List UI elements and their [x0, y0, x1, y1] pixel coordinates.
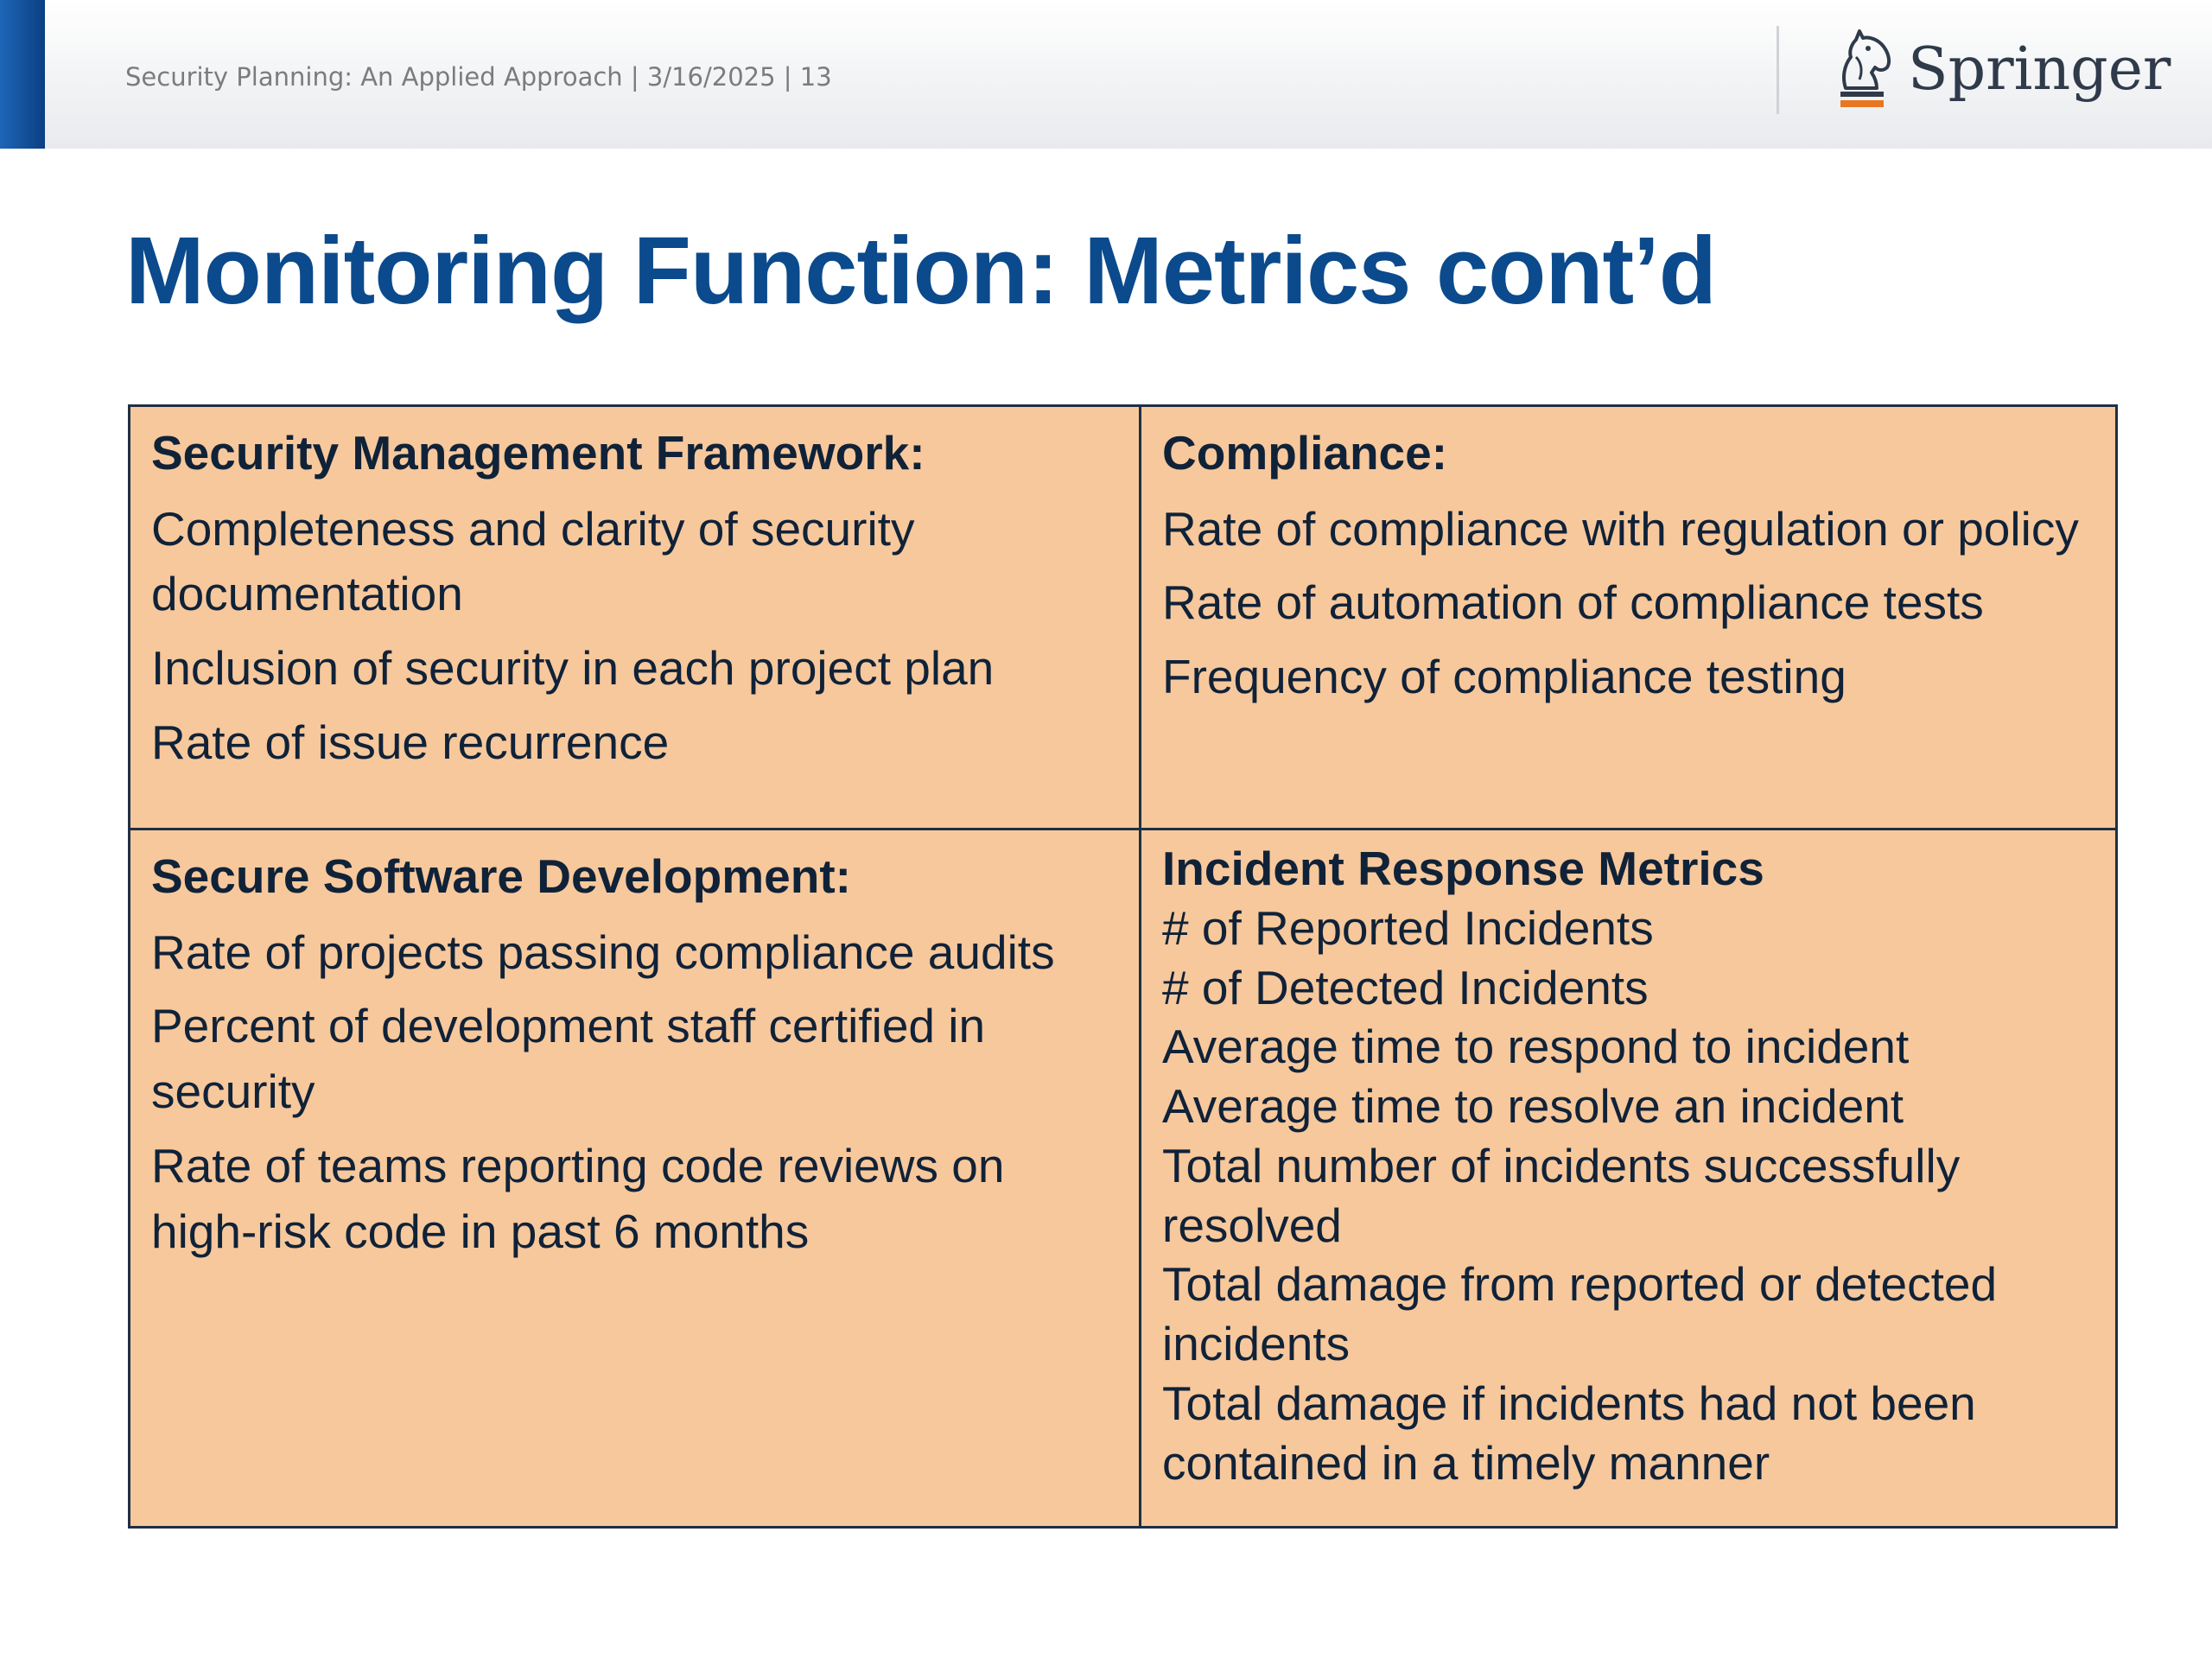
list-item: Percent of development staff certified in security — [151, 999, 986, 1119]
springer-knight-icon — [1830, 28, 1896, 111]
list-item: Frequency of compliance testing — [1162, 650, 1847, 704]
list-item: Total damage if incidents had not been contained in a timely manner — [1162, 1376, 1976, 1490]
list-item: Rate of issue recurrence — [151, 715, 670, 770]
list-item: Average time to resolve an incident — [1162, 1079, 1904, 1133]
logo-wordmark: Springer — [1908, 35, 2171, 104]
cell-heading: Security Management Framework: — [151, 426, 925, 480]
list-item: # of Reported Incidents — [1162, 900, 1654, 955]
slide-title: Monitoring Function: Metrics cont’d — [125, 218, 1716, 324]
list-item: Total number of incidents successfully resolved — [1162, 1138, 1961, 1252]
cell-heading: Incident Response Metrics — [1162, 842, 1764, 895]
compliance-cell — [1141, 407, 2115, 830]
springer-logo — [1830, 26, 2171, 112]
cell-heading: Secure Software Development: — [151, 849, 851, 903]
list-item: Rate of teams reporting code reviews on high-risk code in past 6 months — [151, 1139, 1005, 1259]
secure-software-cell — [130, 830, 1141, 1526]
list-item: Rate of projects passing compliance audits — [151, 925, 1055, 979]
list-item: Inclusion of security in each project plan — [151, 641, 995, 696]
list-item: Rate of compliance with regulation or policy — [1162, 501, 2079, 556]
list-item: # of Detected Incidents — [1162, 960, 1649, 1014]
incident-response-cell — [1141, 830, 2115, 1526]
header-divider — [1777, 26, 1779, 114]
header-accent-strip — [0, 0, 45, 149]
list-item: Completeness and clarity of security documentation — [151, 501, 915, 621]
cell-heading: Compliance: — [1162, 426, 1448, 480]
list-item: Average time to respond to incident — [1162, 1020, 1910, 1074]
security-management-cell — [130, 407, 1141, 830]
slide-footer-text: Security Planning: An Applied Approach | 3/16/2025 | 13 — [125, 62, 832, 92]
metrics-table — [128, 404, 2118, 1529]
list-item: Rate of automation of compliance tests — [1162, 575, 1984, 630]
list-item: Total damage from reported or detected incidents — [1162, 1257, 1998, 1370]
